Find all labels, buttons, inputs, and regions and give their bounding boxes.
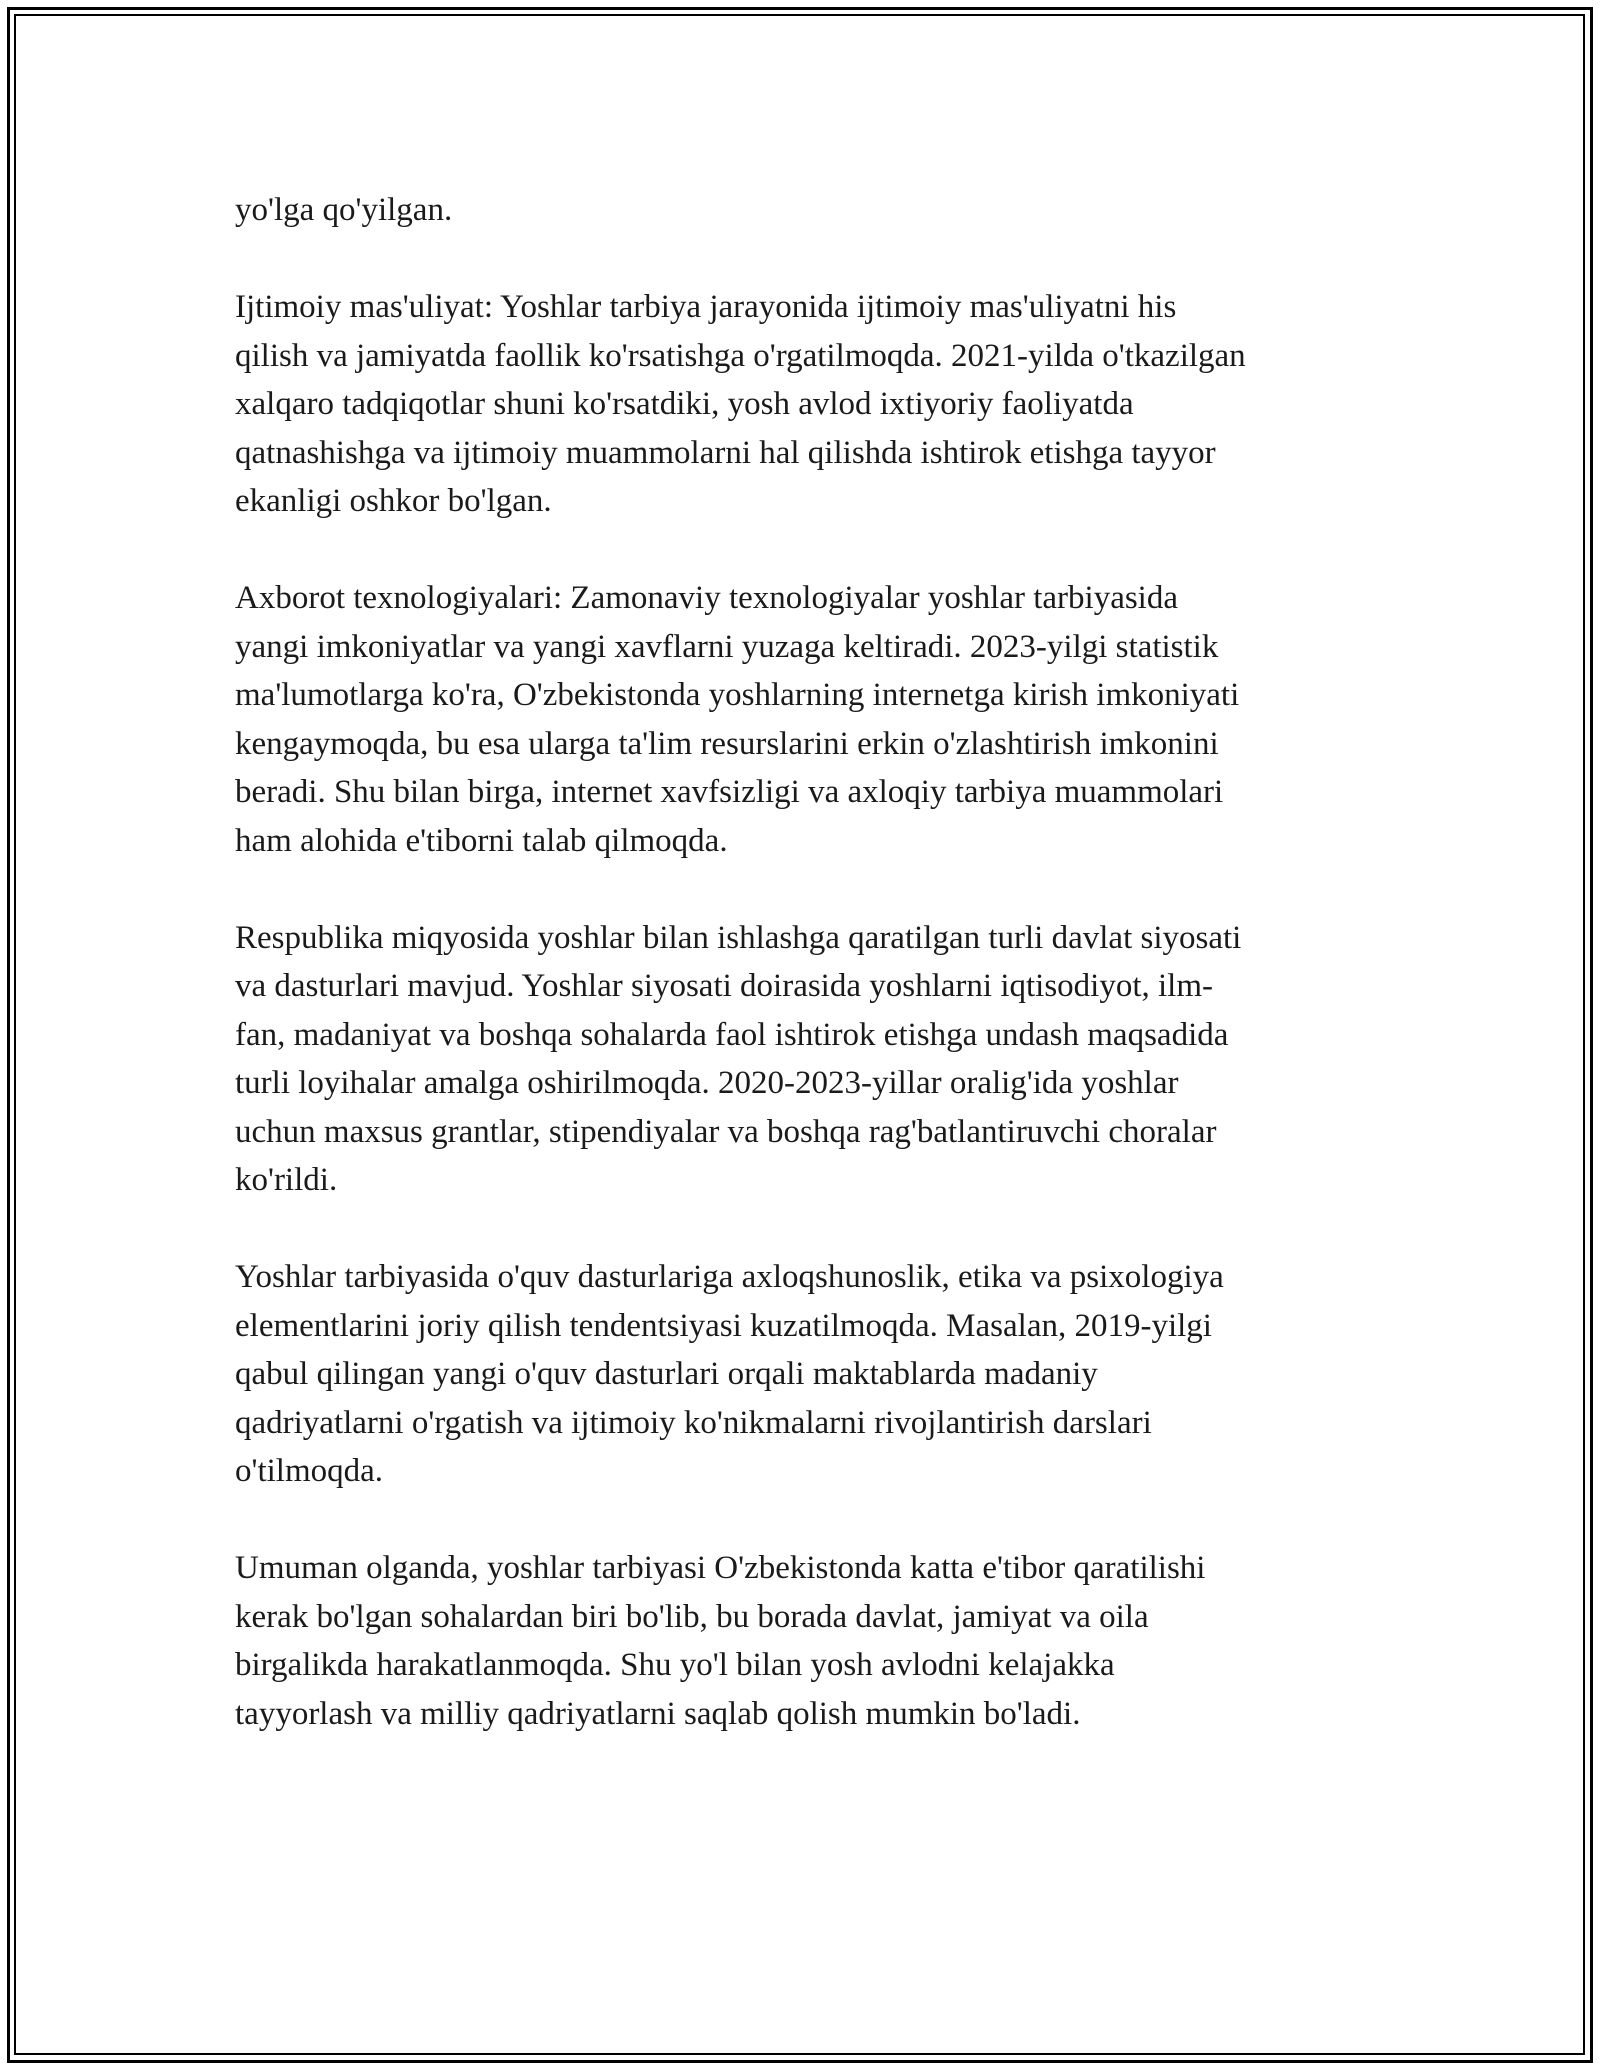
paragraph-curriculum: Yoshlar tarbiyasida o'quv dasturlariga axloqshunoslik, etika va psixologiya elementlarini joriy qilish tendentsiyasi kuzatilmoqda. Masalan, 2019-yilgi qabul qilingan yangi o'quv dasturlari orqali maktablarda madaniy qadriyatlarni o'rgatish va ijtimoiy ko'nikmalarni rivojlantirish darslari o'tilmoqda. [235,1259,1224,1489]
paragraph-information-technology: Axborot texnologiyalari: Zamonaviy texnologiyalar yoshlar tarbiyasida yangi imkoniyatlar va yangi xavflarni yuzaga keltiradi. 2023-yilgi statistik ma'lumotlarga ko'ra, O'zbekistonda yoshlarning internetga kirish imkoniyati kengaymoqda, bu esa ularga ta'lim resurslarini erkin o'zlashtirish imkonini beradi. Shu bilan birga, internet xavfsizligi va axloqiy tarbiya muammolari ham alohida e'tiborni talab qilmoqda. [235,580,1240,859]
paragraph-continuation: yo'lga qo'yilgan. [235,192,453,228]
paragraph-conclusion: Umuman olganda, yoshlar tarbiyasi O'zbekistonda katta e'tibor qaratilishi kerak bo'lgan sohalardan biri bo'lib, bu borada davlat, jamiyat va oila birgalikda harakatlanmoqda. Shu yo'l bilan yosh avlodni kelajakka tayyorlash va milliy qadriyatlarni saqlab qolish mumkin bo'ladi. [235,1550,1206,1732]
paragraph-social-responsibility: Ijtimoiy mas'uliyat: Yoshlar tarbiya jarayonida ijtimoiy mas'uliyatni his qilish va jamiyatda faollik ko'rsatishga o'rgatilmoqda. 2021-yilda o'tkazilgan xalqaro tadqiqotlar shuni ko'rsatdiki, yosh avlod ixtiyoriy faoliyatda qatnashishga va ijtimoiy muammolarni hal qilishda ishtirok etishga tayyor ekanligi oshkor bo'lgan. [235,289,1246,519]
paragraph-state-policy: Respublika miqyosida yoshlar bilan ishlashga qaratilgan turli davlat siyosati va dasturlari mavjud. Yoshlar siyosati doirasida yoshlarni iqtisodiyot, ilm- fan, madaniyat va boshqa sohalarda faol ishtirok etishga undash maqsadida turli loyihalar amalga oshirilmoqda. 2020-2023-yillar oralig'ida yoshlar uchun maxsus grantlar, stipendiyalar va boshqa rag'batlantiruvchi choralar ko'rildi. [235,919,1242,1198]
document-body [235,186,1365,1787]
